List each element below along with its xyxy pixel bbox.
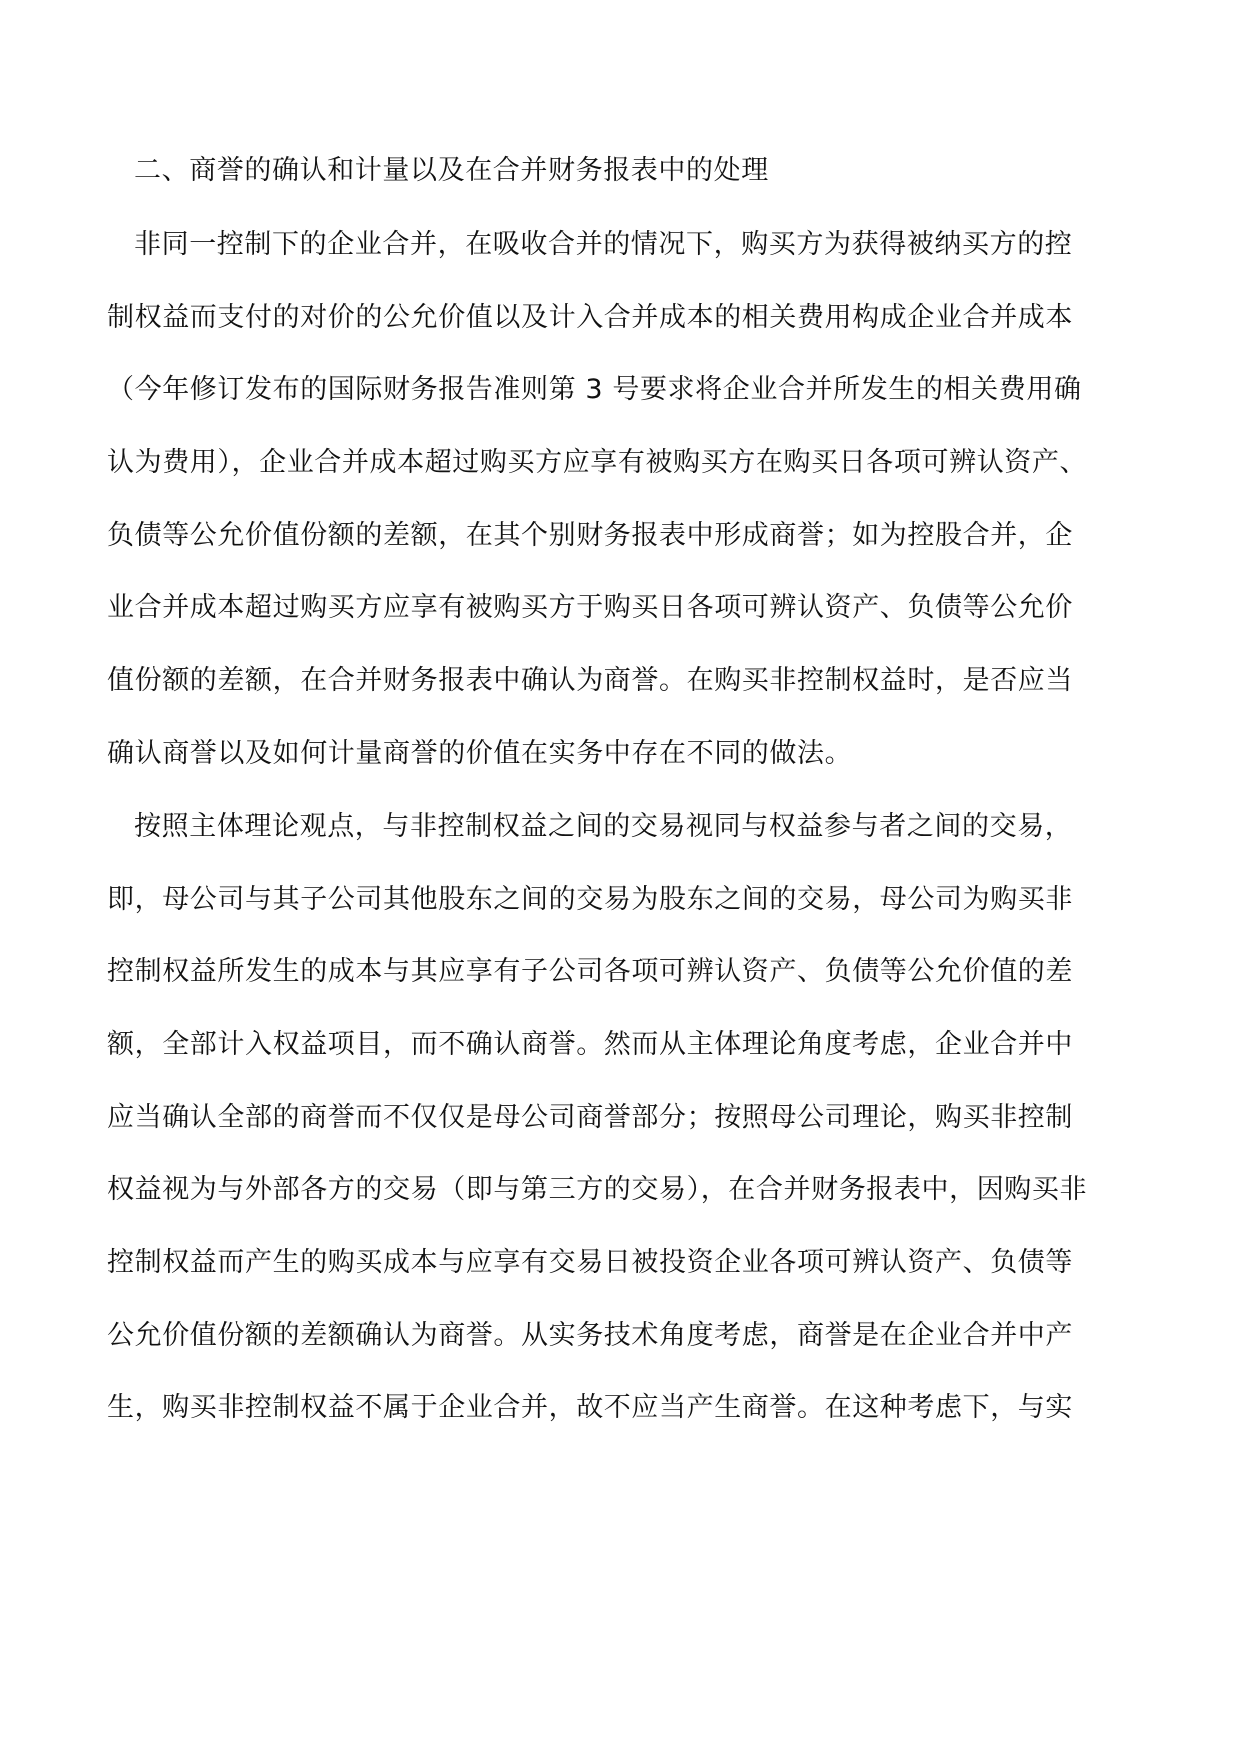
paragraph-2-line-1: 按照主体理论观点，与非控制权益之间的交易视同与权益参与者之间的交易， [134,811,1073,842]
paragraph-1-line-3: （今年修订发布的国际财务报告准则第 3 号要求将企业合并所发生的相关费用确 [107,374,1082,405]
paragraph-1-line-7: 值份额的差额，在合并财务报表中确认为商誉。在购买非控制权益时，是否应当 [107,665,1073,696]
paragraph-2-line-6: 权益视为与外部各方的交易（即与第三方的交易），在合并财务报表中，因购买非 [107,1174,1088,1205]
paragraph-2-line-9: 生，购买非控制权益不属于企业合并，故不应当产生商誉。在这种考虑下，与实 [107,1392,1073,1423]
paragraph-1-line-6: 业合并成本超过购买方应享有被购买方于购买日各项可辨认资产、负债等公允价 [107,592,1073,623]
paragraph-1-line-2: 制权益而支付的对价的公允价值以及计入合并成本的相关费用构成企业合并成本 [107,302,1073,333]
paragraph-2-line-2: 即，母公司与其子公司其他股东之间的交易为股东之间的交易，母公司为购买非 [107,884,1073,915]
paragraph-1-line-1: 非同一控制下的企业合并，在吸收合并的情况下，购买方为获得被纳买方的控 [134,229,1073,260]
paragraph-1-line-5: 负债等公允价值份额的差额，在其个别财务报表中形成商誉；如为控股合并，企 [107,520,1073,551]
paragraph-2-line-8: 公允价值份额的差额确认为商誉。从实务技术角度考虑，商誉是在企业合并中产 [107,1320,1073,1351]
paragraph-1-line-8: 确认商誉以及如何计量商誉的价值在实务中存在不同的做法。 [107,738,853,769]
paragraph-2-line-4: 额，全部计入权益项目，而不确认商誉。然而从主体理论角度考虑，企业合并中 [107,1029,1073,1060]
paragraph-2-line-7: 控制权益而产生的购买成本与应享有交易日被投资企业各项可辨认资产、负债等 [107,1247,1073,1278]
paragraph-2-line-5: 应当确认全部的商誉而不仅仅是母公司商誉部分；按照母公司理论，购买非控制 [107,1102,1073,1133]
section-heading: 二、商誉的确认和计量以及在合并财务报表中的处理 [134,155,769,186]
paragraph-1-line-4: 认为费用），企业合并成本超过购买方应享有被购买方在购买日各项可辨认资产、 [107,447,1088,478]
paragraph-2-line-3: 控制权益所发生的成本与其应享有子公司各项可辨认资产、负债等公允价值的差 [107,956,1073,987]
